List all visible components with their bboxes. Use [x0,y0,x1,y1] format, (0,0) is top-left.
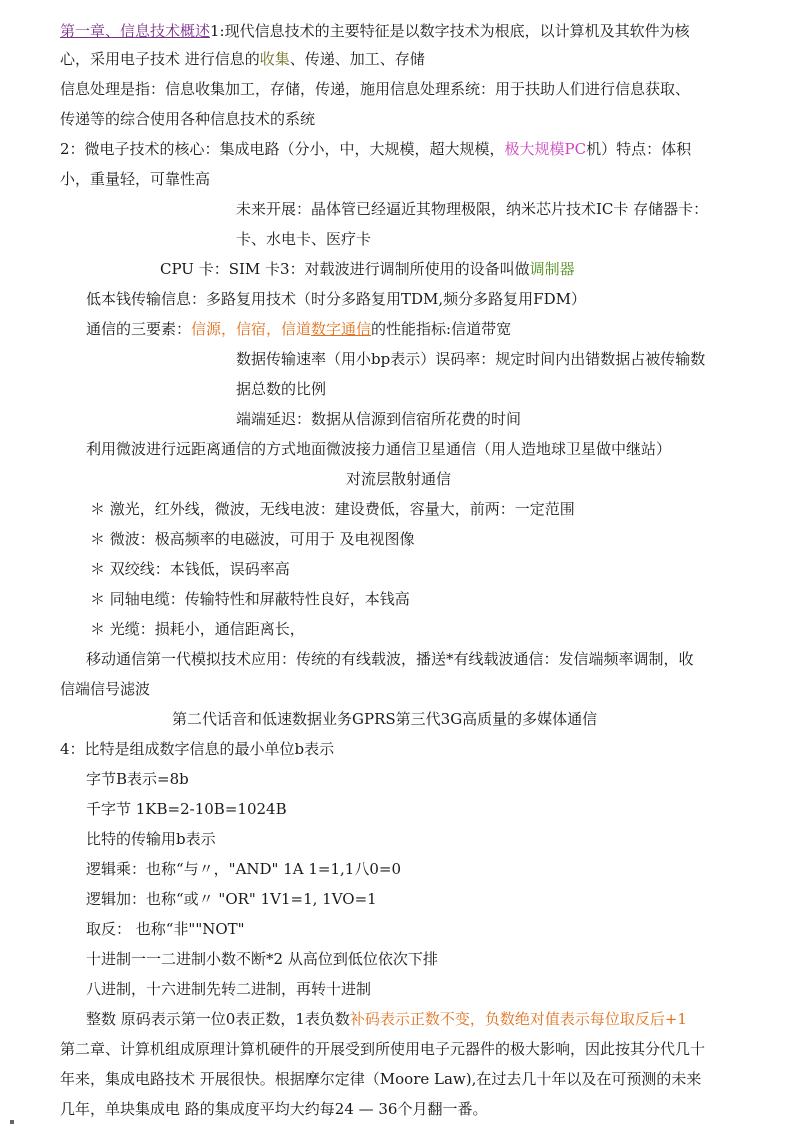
page-corner-mark [10,1120,14,1124]
line-26: 字节B表示=8b [86,770,189,788]
line-16: 对流层散射通信 [346,470,452,488]
line-6: 小，重量轻，可靠性高 [60,170,211,188]
chapter-1-heading: 第一章、信息技术概述 [60,22,211,40]
line-2: 心，采用电子技术 进行信息的收集、传递、加工、存储 [60,50,425,68]
line-27: 千字节 1KB=2-10B=1024B [86,800,287,818]
line-24: 第二代话音和低速数据业务GPRS第三代3G高质量的多媒体通信 [172,710,598,728]
line-34: 整数 原码表示第一位0表正数，1表负数补码表示正数不变，负数绝对值表示每位取反后+1 [86,1010,687,1028]
line-29: 逻辑乘：也称“与〃，"AND" 1A 1=1,1八0=0 [86,860,401,878]
line-23: 信端信号滤波 [60,680,151,698]
line-4: 传递等的综合使用各种信息技术的系统 [60,110,316,128]
bullet-item-4: ＊ 同轴电缆：传输特性和屏蔽特性良好，本钱高 [90,590,410,608]
line-10: 低本钱传输信息：多路复用技术（时分多路复用TDM,频分多路复用FDM） [86,290,586,308]
line-13: 据总数的比例 [236,380,327,398]
line-22: 移动通信第一代模拟技术应用：传统的有线载波，播送*有线载波通信：发信端频率调制，收 [86,650,694,668]
line-14: 端端延迟：数据从信源到信宿所花费的时间 [236,410,522,428]
bullet-item-5: ＊ 光缆：损耗小，通信距离长， [90,620,305,638]
line-28: 比特的传输用b表示 [86,830,216,848]
bullet-item-1: ＊ 激光，红外线，微波，无线电波：建设费低，容量大，前两：一定范围 [90,500,575,518]
chapter-2-heading: 第二章、计算机组成原理计算机硬件的开展受到所使用电子元器件的极大影响，因此按其分代几十 [60,1040,706,1058]
line-33: 八进制，十六进制先转二进制，再转十进制 [86,980,372,998]
bullet-item-3: ＊ 双绞线：本钱低，误码率高 [90,560,290,578]
line-3: 信息处理是指：信息收集加工，存储，传递，施用信息处理系统：用于扶助人们进行信息获取、 [60,80,691,98]
line-37: 几年，单块集成电 路的集成度平均大约每24 — 36个月翻一番。 [60,1100,488,1118]
line-15: 利用微波进行远距离通信的方式地面微波接力通信卫星通信（用人造地球卫星做中继站） [86,440,672,458]
line-7: 未来开展：晶体管已经逼近其物理极限，纳米芯片技术IC卡 存储器卡： [236,200,709,218]
line-25: 4：比特是组成数字信息的最小单位b表示 [60,740,335,758]
line-5: 2：微电子技术的核心：集成电路（分小，中，大规模，超大规模，极大规模PC机）特点：体积 [60,140,692,158]
bullet-item-2: ＊ 微波：极高频率的电磁波，可用于 及电视图像 [90,530,415,548]
line-1: 第一章、信息技术概述1:现代信息技术的主要特征是以数字技术为根底，以计算机及其软件为核 [60,22,690,40]
line-36: 年来，集成电路技术 开展很快。根据摩尔定律（Moore Law),在过去几十年以及在可预测的未来 [60,1070,702,1088]
line-30: 逻辑加：也称“或〃 "OR" 1V1=1, 1VO=1 [86,890,377,908]
line-12: 数据传输速率（用小bp表示）误码率：规定时间内出错数据占被传输数 [236,350,706,368]
line-8: 卡、水电卡、医疗卡 [236,230,372,248]
line-31: 取反： 也称“非""NOT" [86,920,245,938]
line-11: 通信的三要素：信源，信宿，信道数字通信的性能指标:信道带宽 [86,320,512,338]
line-32: 十进制一一二进制小数不断*2 从高位到低位依次下排 [86,950,438,968]
line-9: CPU 卡：SIM 卡3：对载波进行调制所使用的设备叫做调制器 [160,260,575,278]
